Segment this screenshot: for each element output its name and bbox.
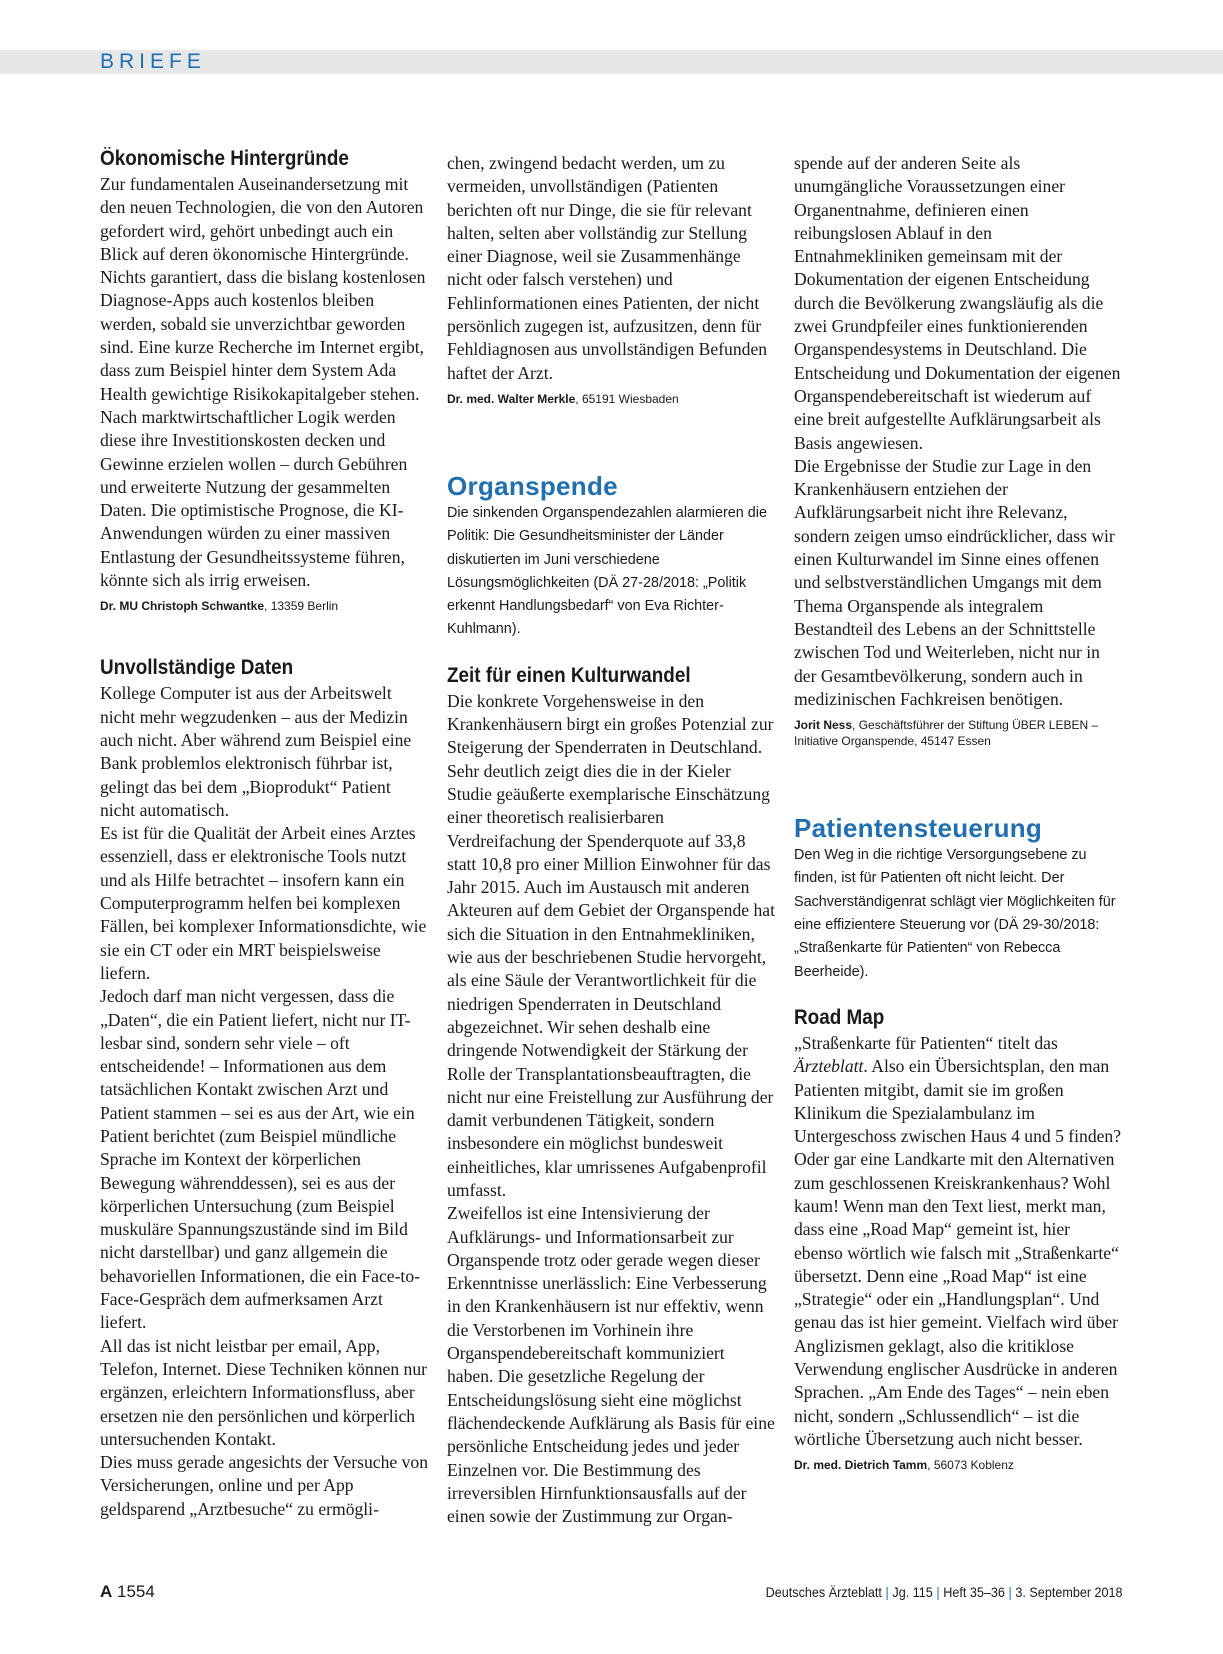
paragraph: Jedoch darf man nicht vergessen, dass die „Daten“, die ein Patient liefert, nicht nur IT-lesbar sind, sondern sehr viele – oft entscheidende! – Informationen aus dem tatsächlichen Kontakt zwischen Arzt und Patient stammen – sei es aus der Art, wie ein Patient berichtet (zum Beispiel mündliche Sprache im Kontext der körperlichen Bewegung währenddessen), sei es aus der körperlichen Untersuchung (zum Beispiel muskuläre Spannungszustände sind im Bild nicht darstellbar) und ganz allgemein die behavoriellen Informationen, die ein Face-to-Face-Gespräch dem aufmerksamen Arzt liefert. — [100, 986, 420, 1333]
journal-name-italic: Ärzteblatt — [794, 1056, 864, 1077]
letter-body — [447, 690, 775, 1529]
author-place: , Geschäftsführer der Stiftung ÜBER LEBEN – Initiative Organspende, 45147 Essen — [794, 718, 1099, 749]
journal-volume: Jg. 115 — [892, 1584, 934, 1600]
letter-title: Ökonomische Hintergründe — [100, 147, 349, 170]
letter-title: Unvollständige Daten — [100, 656, 294, 680]
author-name: Dr. med. Dietrich Tamm — [794, 1458, 928, 1473]
author-name: Dr. MU Christoph Schwantke — [100, 599, 265, 614]
letter-body — [100, 173, 428, 592]
text-run: „Straßenkarte für Patienten“ titelt das — [794, 1032, 1058, 1053]
letter-body — [794, 1032, 1122, 1451]
journal-date: 3. September 2018 — [1015, 1584, 1123, 1600]
paragraph: Zweifellos ist eine Intensivierung der Aufklärungs- und Informationsarbeit zur Organspende trotz oder gerade wegen dieser Erkenntnisse unerlässlich: Eine Verbesserung in den Krankenhäusern ist nur effektiv, wenn die Verstorbenen im Vorhinein ihre Organspendebereitschaft kommuniziert haben. Die gesetzliche Regelung der Entscheidungslösung sieht eine möglichst flächendeckende Aufklärung als Basis für eine persönliche Entscheidung jedes und jeder Einzelnen vor. Die Bestimmung des irreversiblen Hirnfunktionsausfalls auf der einen sowie der Zustimmung zur Organ- — [447, 1203, 775, 1527]
page-number — [100, 1582, 155, 1602]
rubric-title: Organspende — [447, 470, 618, 501]
column-3 — [794, 152, 1122, 1473]
letter-title: Zeit für einen Kulturwandel — [447, 663, 691, 687]
author-place: , 13359 Berlin — [264, 599, 339, 614]
separator: | — [936, 1584, 941, 1600]
column-1 — [100, 145, 428, 1521]
author-place: , 56073 Koblenz — [927, 1458, 1014, 1473]
author-place: , 65191 Wiesbaden — [575, 391, 679, 406]
paragraph: Es ist für die Qualität der Arbeit eines Arztes essenziell, dass er elektronische Tools nutzt und als Hilfe betrachtet – insofern kann ein Computerprogramm helfen bei komplexen Fällen, bei komplexer Informationsdichte, wie sie ein CT oder ein MRT beispielsweise liefern. — [100, 823, 427, 983]
page-footer — [100, 1582, 1123, 1606]
separator: | — [1008, 1584, 1013, 1600]
journal-info — [766, 1584, 1123, 1600]
paragraph: Kollege Computer ist aus der Arbeitswelt nicht mehr wegzudenken – aus der Medizin auch nicht. Aber während zum Beispiel eine Bank problemlos elektronisch führbar ist, gelingt das bei dem „Bioprodukt“ Patient nicht automatisch. — [100, 683, 412, 820]
signature — [794, 1457, 1122, 1473]
paragraph — [794, 1032, 1122, 1451]
section-header-bar — [0, 50, 1223, 74]
author-name: Dr. med. Walter Merkle — [447, 391, 576, 406]
letter-body — [794, 152, 1122, 711]
signature — [447, 391, 775, 407]
section-label: BRIEFE — [100, 50, 206, 73]
rubric-title: Patientensteuerung — [794, 813, 1043, 844]
letter-body — [447, 152, 775, 385]
journal-name: Deutsches Ärzteblatt — [766, 1584, 883, 1600]
rubric-intro: Die sinkenden Organspendezahlen alarmieren die Politik: Die Gesundheitsminister der Länder diskutierten im Juni verschiedene Lösungsmöglichkeiten (DÄ 27-28/2018: „Politik erkennt Handlungsbedarf“ von Eva Richter-Kuhlmann). — [447, 504, 767, 638]
text-run: . Also ein Übersichtsplan, den man Patienten mitgibt, damit sie im großen Klinikum die Spezialambulanz im Untergeschoss zwischen Haus 4 und 5 finden? Oder gar eine Landkarte mit den Alternativen zum geschlossenen Kreiskrankenhaus? Wohl kaum! Wenn man den Text liest, merkt man, dass eine „Road Map“ gemeint ist, hier ebenso wörtlich wie falsch mit „Straßenkarte“ übersetzt. Denn eine „Road Map“ ist eine „Strategie“ oder ein „Handlungsplan“. Und genau das ist hier gemeint. Vielfach wird über Anglizismen geklagt, also die kritiklose Verwendung englischer Ausdrücke in anderen Sprachen. „Am Ende des Tages“ – nein eben nicht, sondern „Schlussendlich“ – ist die wörtliche Übersetzung auch nicht besser. — [794, 1056, 1122, 1449]
page-number-value: 1554 — [112, 1582, 155, 1601]
separator: | — [885, 1584, 890, 1600]
page-prefix: A — [100, 1582, 113, 1601]
paragraph: chen, zwingend bedacht werden, um zu vermeiden, unvollständigen (Patienten berichten oft nur Dinge, die sie für relevant halten, selten aber vollständig zur Stellung einer Diagnose, weil sie Zusammenhänge nicht oder falsch verstehen) und Fehlinformationen eines Patienten, der nicht persönlich zugegen ist, aufzusitzen, denn für Fehldiagnosen aus unvollständigen Befunden haftet der Arzt. — [447, 153, 768, 383]
paragraph: All das ist nicht leistbar per email, App, Telefon, Internet. Diese Techniken können nur ergänzen, erleichtern Informationsfluss, aber ersetzen nie den persönlichen und körperlich untersuchenden Kontakt. — [100, 1335, 427, 1449]
paragraph: Die konkrete Vorgehensweise in den Krankenhäusern birgt ein großes Potenzial zur Steigerung der Spenderraten in Deutschland. Sehr deutlich zeigt dies die in der Kieler Studie geäußerte exemplarische Einschätzung einer theoretisch realisierbaren Verdreifachung der Spenderquote auf 33,8 statt 10,8 pro einer Million Einwohner für das Jahr 2015. Auch im Austausch mit anderen Akteuren auf dem Gebiet der Organspende hat sich die Situation in den Entnahmekliniken, wie aus der beschriebenen Studie hervorgeht, als eine Säule der Verantwortlichkeit für die niedrigen Spenderraten in Deutschland abgezeichnet. Wir sehen deshalb eine dringende Notwendigkeit der Stärkung der Rolle der Transplantationsbeauftragten, die nicht nur eine Freistellung zur Ausführung der damit verbundenen Tätigkeit, sondern insbesondere ein möglichst bundesweit einheitliches, klar umrissenes Aufgabenprofil umfasst. — [447, 690, 775, 1200]
journal-issue: Heft 35–36 — [943, 1584, 1006, 1600]
column-2 — [447, 152, 775, 1528]
letter-title: Road Map — [794, 1005, 885, 1029]
paragraph: spende auf der anderen Seite als unumgängliche Voraussetzungen einer Organentnahme, definieren einen reibungslosen Ablauf in den Entnahmekliniken gemeinsam mit der Dokumentation der eigenen Entscheidung durch die Bevölkerung zwangsläufig als die zwei Grundpfeiler eines funktionierenden Organspendesystems in Deutschland. Die Entscheidung und Dokumentation der eigenen Organspendebereitschaft ist wiederum auf eine breit aufgestellte Aufklärungsarbeit als Basis angewiesen. — [794, 153, 1121, 453]
rubric-intro: Den Weg in die richtige Versorgungsebene zu finden, ist für Patienten oft nicht leicht. Der Sachverständigenrat schlägt vier Möglichkeiten für eine effizientere Steuerung vor (DÄ 29-30/2018: „Straßenkarte für Patienten“ von Rebecca Beerheide). — [794, 847, 1116, 980]
letter-body — [100, 682, 428, 1521]
paragraph: Die Ergebnisse der Studie zur Lage in den Krankenhäusern entziehen der Aufklärungsarbeit nicht ihre Relevanz, sondern zeigen umso eindrücklicher, dass wir einen Kulturwandel im Sinne eines offenen und selbstverständlichen Umgangs mit dem Thema Organspende als integralem Bestandteil des Lebens an der Schnittstelle zwischen Tod und Weiterleben, nicht nur in der Gesamtbevölkerung, sondern auch in medizinischen Fachkreisen benötigen. — [794, 455, 1115, 709]
paragraph: Dies muss gerade angesichts der Versuche von Versicherungen, online und per App geldsparend „Arztbesuche“ zu ermögli- — [100, 1452, 429, 1519]
signature — [794, 717, 1122, 749]
signature — [100, 598, 428, 614]
paragraph: Zur fundamentalen Auseinandersetzung mit den neuen Technologien, die von den Autoren gefordert wird, gehört unbedingt auch ein Blick auf deren ökonomische Hintergründe. Nichts garantiert, dass die bislang kostenlosen Diagnose-Apps auch kostenlos bleiben werden, sobald sie unverzichtbar geworden sind. Eine kurze Recherche im Internet ergibt, dass zum Beispiel hinter dem System Ada Health gewichtige Risikokapitalgeber stehen. Nach marktwirtschaftlicher Logik werden diese ihre Investitionskosten decken und Gewinne erzielen wollen – durch Gebühren und erweiterte Nutzung der gesammelten Daten. Die optimistische Prognose, die KI-Anwendungen würden zu einer massiven Entlastung der Gesundheitssysteme führen, könnte sich als irrig erweisen. — [100, 174, 426, 591]
author-name: Jorit Ness — [794, 718, 853, 733]
